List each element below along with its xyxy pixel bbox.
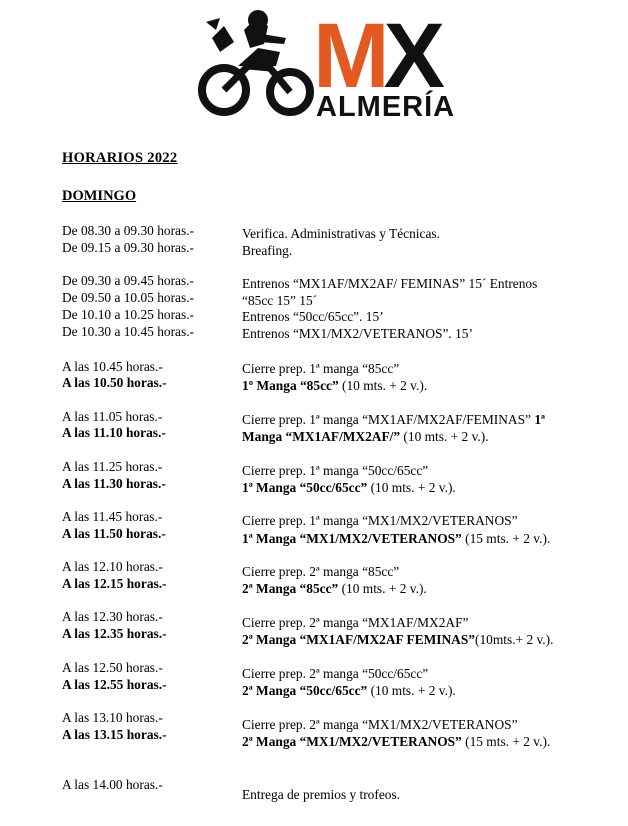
schedule-desc: Cierre prep. 1ª manga “85cc”	[242, 361, 400, 376]
schedule-desc: Entrenos “MX1/MX2/VETERANOS”. 15’	[242, 326, 473, 341]
schedule-time-heat: A las 11.50 horas.-	[62, 526, 166, 541]
motocross-rider-icon	[198, 8, 318, 126]
heat-duration: (10 mts. + 2 v.).	[338, 378, 428, 393]
schedule-desc: Cierre prep. 1ª manga “MX1/MX2/VETERANOS”	[242, 513, 518, 528]
heat-name: 1º Manga “85cc”	[242, 378, 339, 393]
schedule-time-heat: A las 11.10 horas.-	[62, 425, 166, 440]
schedule-time: De 09.15 a 09.30 horas.-	[62, 240, 195, 255]
schedule-time: A las 10.45 horas.-	[62, 359, 163, 374]
schedule-time: A las 12.10 horas.-	[62, 559, 163, 574]
mx-almeria-logo	[198, 5, 488, 126]
schedule-desc-heat	[242, 530, 550, 547]
heat-name: 1ª Manga “50cc/65cc”	[242, 480, 368, 495]
schedule-time: De 08.30 a 09.30 horas.-	[62, 223, 195, 238]
schedule-desc	[242, 411, 545, 428]
page-title: HORARIOS 2022	[62, 150, 178, 166]
schedule-time-heat: A las 12.55 horas.-	[62, 677, 167, 692]
schedule-desc-heat	[242, 377, 427, 394]
schedule-desc: Entrenos “MX1AF/MX2AF/ FEMINAS” 15´ Entrenos	[242, 276, 538, 291]
heat-name: 1ª Manga “MX1/MX2/VETERANOS”	[242, 531, 462, 546]
schedule-desc: Cierre prep. 2ª manga “MX1AF/MX2AF”	[242, 615, 469, 630]
heat-name: 2ª Manga “85cc”	[242, 581, 339, 596]
logo-brand-text	[313, 5, 440, 107]
schedule-desc: Entrenos “50cc/65cc”. 15’	[242, 309, 384, 324]
heat-duration: (15 mts. + 2 v.).	[461, 531, 551, 546]
heat-name-start: 1ª	[530, 412, 546, 427]
heat-duration: (10 mts. + 2 v.).	[400, 429, 489, 444]
heat-name: 2ª Manga “50cc/65cc”	[242, 683, 368, 698]
schedule-desc-heat	[242, 631, 553, 648]
heat-duration: (15 mts. + 2 v.).	[461, 734, 551, 749]
schedule-time: De 10.10 a 10.25 horas.-	[62, 307, 195, 322]
schedule-desc-heat	[242, 580, 427, 597]
schedule-time: De 10.30 a 10.45 horas.-	[62, 324, 195, 339]
schedule-desc: Cierre prep. 2ª manga “85cc”	[242, 564, 400, 579]
schedule-time: A las 12.30 horas.-	[62, 609, 163, 624]
logo-city-text: ALMERÍA	[316, 91, 456, 123]
schedule-desc: “85cc 15” 15´	[242, 293, 318, 308]
heat-duration: (10mts.+ 2 v.).	[475, 632, 554, 647]
schedule-time: A las 11.25 horas.-	[62, 459, 163, 474]
heat-name: Manga “MX1AF/MX2AF/”	[242, 429, 401, 444]
schedule-time: A las 13.10 horas.-	[62, 710, 163, 725]
schedule-desc: Cierre prep. 2ª manga “50cc/65cc”	[242, 666, 429, 681]
logo-x: X	[383, 5, 440, 107]
schedule-time-heat: A las 12.35 horas.-	[62, 626, 167, 641]
heat-duration: (10 mts. + 2 v.).	[338, 581, 427, 596]
schedule-desc: Cierre prep. 2ª manga “MX1/MX2/VETERANOS”	[242, 717, 518, 732]
schedule-time: De 09.50 a 10.05 horas.-	[62, 290, 195, 305]
schedule-time: A las 11.45 horas.-	[62, 509, 163, 524]
schedule-desc-heat	[242, 479, 456, 496]
schedule-time-heat: A las 10.50 horas.-	[62, 375, 167, 390]
schedule-time: A las 14.00 horas.-	[62, 777, 163, 792]
schedule-time-heat: A las 13.15 horas.-	[62, 727, 167, 742]
schedule-time-heat: A las 11.30 horas.-	[62, 476, 166, 491]
call-text: Cierre prep. 1ª manga “MX1AF/MX2AF/FEMINAS”	[242, 412, 531, 427]
schedule-desc-heat	[242, 733, 550, 750]
schedule-time: A las 11.05 horas.-	[62, 409, 163, 424]
schedule-time: A las 12.50 horas.-	[62, 660, 163, 675]
schedule-desc: Cierre prep. 1ª manga “50cc/65cc”	[242, 463, 429, 478]
schedule-desc: Breafing.	[242, 243, 293, 258]
schedule-time-heat: A las 12.15 horas.-	[62, 576, 167, 591]
heat-duration: (10 mts. + 2 v.).	[367, 683, 456, 698]
schedule-desc: Verifica. Administrativas y Técnicas.	[242, 226, 440, 241]
schedule-desc-heat	[242, 428, 489, 445]
day-heading: DOMINGO	[62, 188, 137, 204]
schedule-desc: Entrega de premios y trofeos.	[242, 787, 401, 802]
heat-name: 2ª Manga “MX1AF/MX2AF FEMINAS”	[242, 632, 475, 647]
heat-name: 2ª Manga “MX1/MX2/VETERANOS”	[242, 734, 462, 749]
schedule-time: De 09.30 a 09.45 horas.-	[62, 273, 195, 288]
schedule-desc-heat	[242, 682, 456, 699]
heat-duration: (10 mts. + 2 v.).	[367, 480, 456, 495]
logo-m: M	[313, 5, 384, 107]
